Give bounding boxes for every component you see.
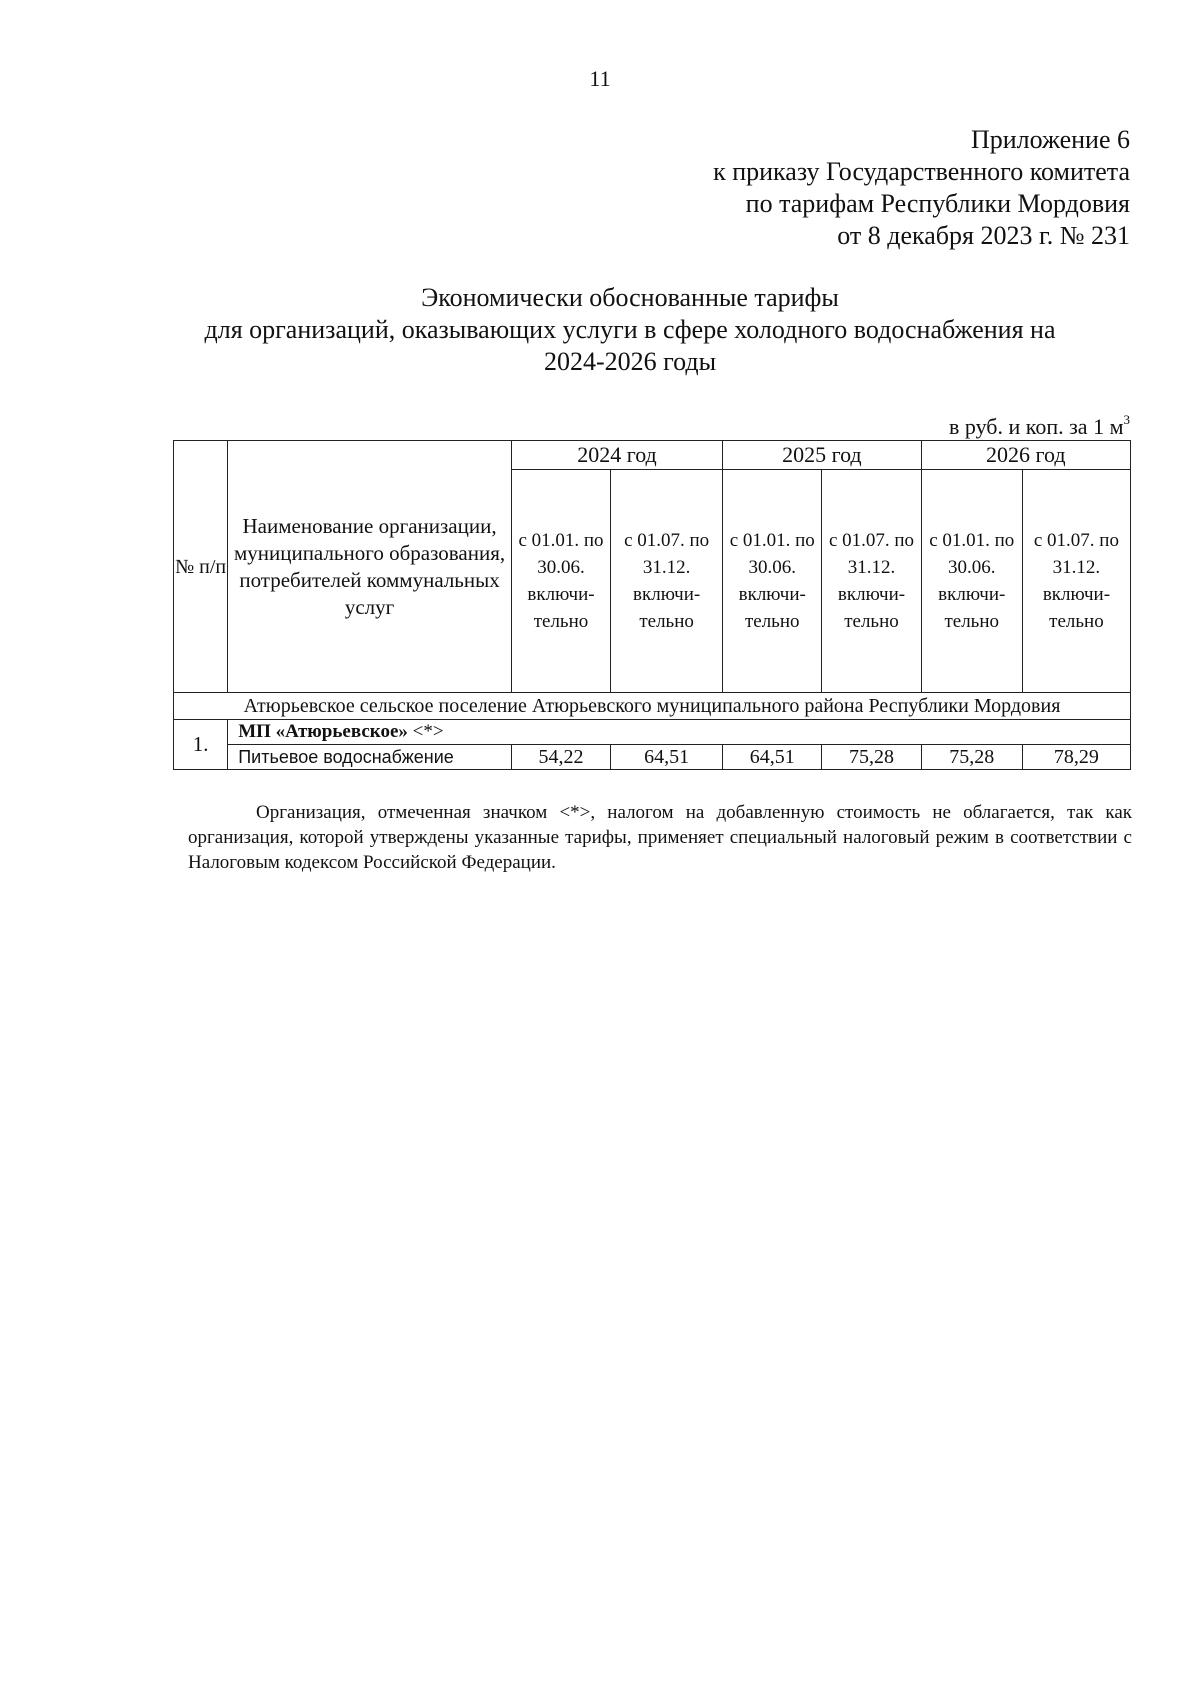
header-number: № п/п xyxy=(174,441,228,693)
appendix-line-3: по тарифам Республики Мордовия xyxy=(745,189,1130,218)
title-line-3: 2024-2026 годы xyxy=(543,347,717,376)
title-line-1: Экономически обоснованные тарифы xyxy=(421,283,839,312)
tariff-2024-h1: 54,22 xyxy=(511,745,610,770)
units-superscript: 3 xyxy=(1123,412,1130,427)
organization-name: МП «Атюрьевское» xyxy=(238,721,408,742)
organization-row xyxy=(174,720,1131,745)
tariff-2026-h2: 78,29 xyxy=(1022,745,1130,770)
organization-name-cell xyxy=(228,720,1131,745)
region-name: Атюрьевское сельское поселение Атюрьевского муниципального района Республики Мордовия xyxy=(174,693,1131,720)
service-name: Питьевое водоснабжение xyxy=(228,745,512,770)
appendix-line-1: Приложение 6 xyxy=(970,125,1130,154)
appendix-line-2: к приказу Государственного комитета xyxy=(713,157,1130,186)
organization-mark: <*> xyxy=(407,721,444,742)
tariff-2024-h2: 64,51 xyxy=(611,745,723,770)
header-year-2024: 2024 год xyxy=(511,441,722,470)
header-year-2025: 2025 год xyxy=(723,441,922,470)
service-row xyxy=(174,745,1131,770)
appendix-line-4: от 8 декабря 2023 г. № 231 xyxy=(837,221,1130,250)
row-number: 1. xyxy=(174,720,228,770)
tariff-table xyxy=(173,440,1131,770)
footnote-text: Организация, отмеченная значком <*>, налогом на добавленную стоимость не облагается, так как организация, которой утверждены указанные тарифы, применяет специальный налоговый режим в соответствии с Налоговым кодексом Российской Федерации. xyxy=(188,802,1132,873)
page-number: 11 xyxy=(589,66,611,91)
appendix-header xyxy=(713,124,1130,252)
title-line-2: для организаций, оказывающих услуги в сфере холодного водоснабжения на xyxy=(204,315,1056,344)
tariff-2025-h1: 64,51 xyxy=(723,745,822,770)
tariff-2026-h1: 75,28 xyxy=(921,745,1022,770)
header-period-2024-h1: с 01.01. по 30.06. включи-тельно xyxy=(511,470,610,693)
header-period-2025-h2: с 01.07. по 31.12. включи-тельно xyxy=(822,470,921,693)
units-text: в руб. и коп. за 1 м xyxy=(949,414,1124,439)
header-period-2024-h2: с 01.07. по 31.12. включи-тельно xyxy=(611,470,723,693)
header-period-2026-h2: с 01.07. по 31.12. включи-тельно xyxy=(1022,470,1130,693)
region-row xyxy=(174,693,1131,720)
header-year-2026: 2026 год xyxy=(921,441,1130,470)
tariff-2025-h2: 75,28 xyxy=(822,745,921,770)
header-period-2026-h1: с 01.01. по 30.06. включи-тельно xyxy=(921,470,1022,693)
header-organization-name: Наименование организации, муниципального образования, потребителей коммунальных услуг xyxy=(228,441,512,693)
table-header-row-years xyxy=(174,441,1131,470)
units-label xyxy=(949,414,1130,440)
header-period-2025-h1: с 01.01. по 30.06. включи-тельно xyxy=(723,470,822,693)
document-title xyxy=(150,282,1110,378)
